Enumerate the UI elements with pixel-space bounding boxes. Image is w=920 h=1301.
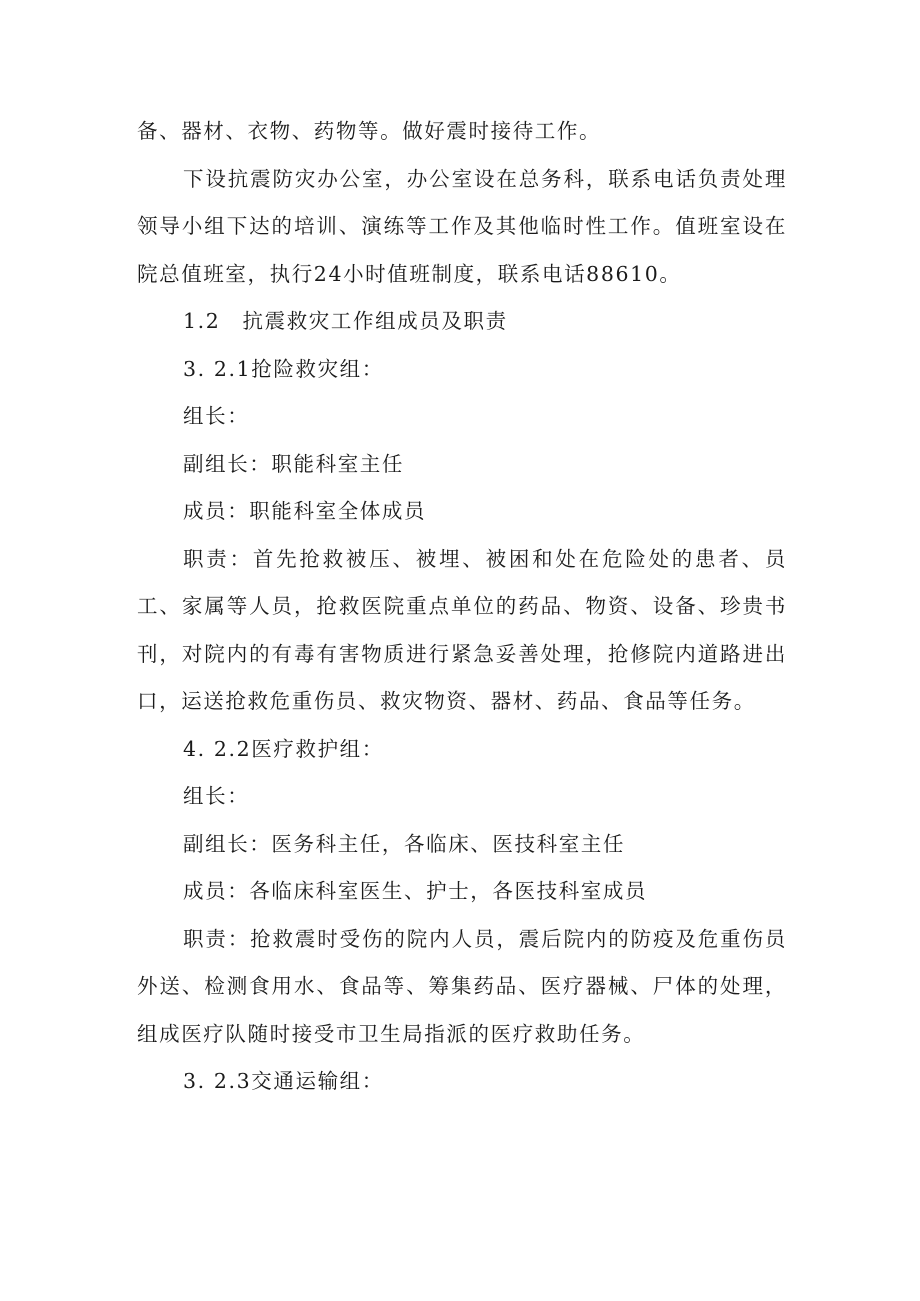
medical-group-members: 成员：各临床科室医生、护士，各医技科室成员 [183,879,648,903]
subsection-heading-medical-group: 4. 2.2医疗救护组： [183,736,384,761]
rescue-group-deputy-leader: 副组长：职能科室主任 [183,451,404,476]
section-heading-work-groups: 1.2 抗震救灾工作组成员及职责 [183,309,508,333]
document-body [137,108,787,1106]
medical-group-leader: 组长： [183,784,250,808]
rescue-group-leader: 组长： [183,404,250,428]
paragraph-continuation: 备、器材、衣物、药物等。做好震时接待工作。 [137,119,602,143]
medical-group-deputy-leader: 副组长：医务科主任，各临床、医技科室主任 [183,831,625,856]
rescue-group-members: 成员：职能科室全体成员 [183,499,427,523]
paragraph-office-setup: 下设抗震防灾办公室，办公室设在总务科，联系电话负责处理领导小组下达的培训、演练等工作及其他临时性工作。值班室设在院总值班室，执行24小时值班制度，联系电话88610。 [137,166,787,286]
subsection-heading-rescue-group: 3. 2.1抢险救灾组： [183,356,384,381]
medical-group-duties: 职责：抢救震时受伤的院内人员，震后院内的防疫及危重伤员外送、检测食用水、食品等、筹集药品、医疗器械、尸体的处理，组成医疗队随时接受市卫生局指派的医疗救助任务。 [137,926,787,1046]
subsection-heading-transport-group: 3. 2.3交通运输组： [183,1069,384,1093]
rescue-group-duties: 职责：首先抢救被压、被埋、被困和处在危险处的患者、员工、家属等人员，抢救医院重点单位的药品、物资、设备、珍贵书刊，对院内的有毒有害物质进行紧急妥善处理，抢修院内道路进出口，运送抢救危重伤员、救灾物资、器材、药品、食品等任务。 [137,546,787,713]
